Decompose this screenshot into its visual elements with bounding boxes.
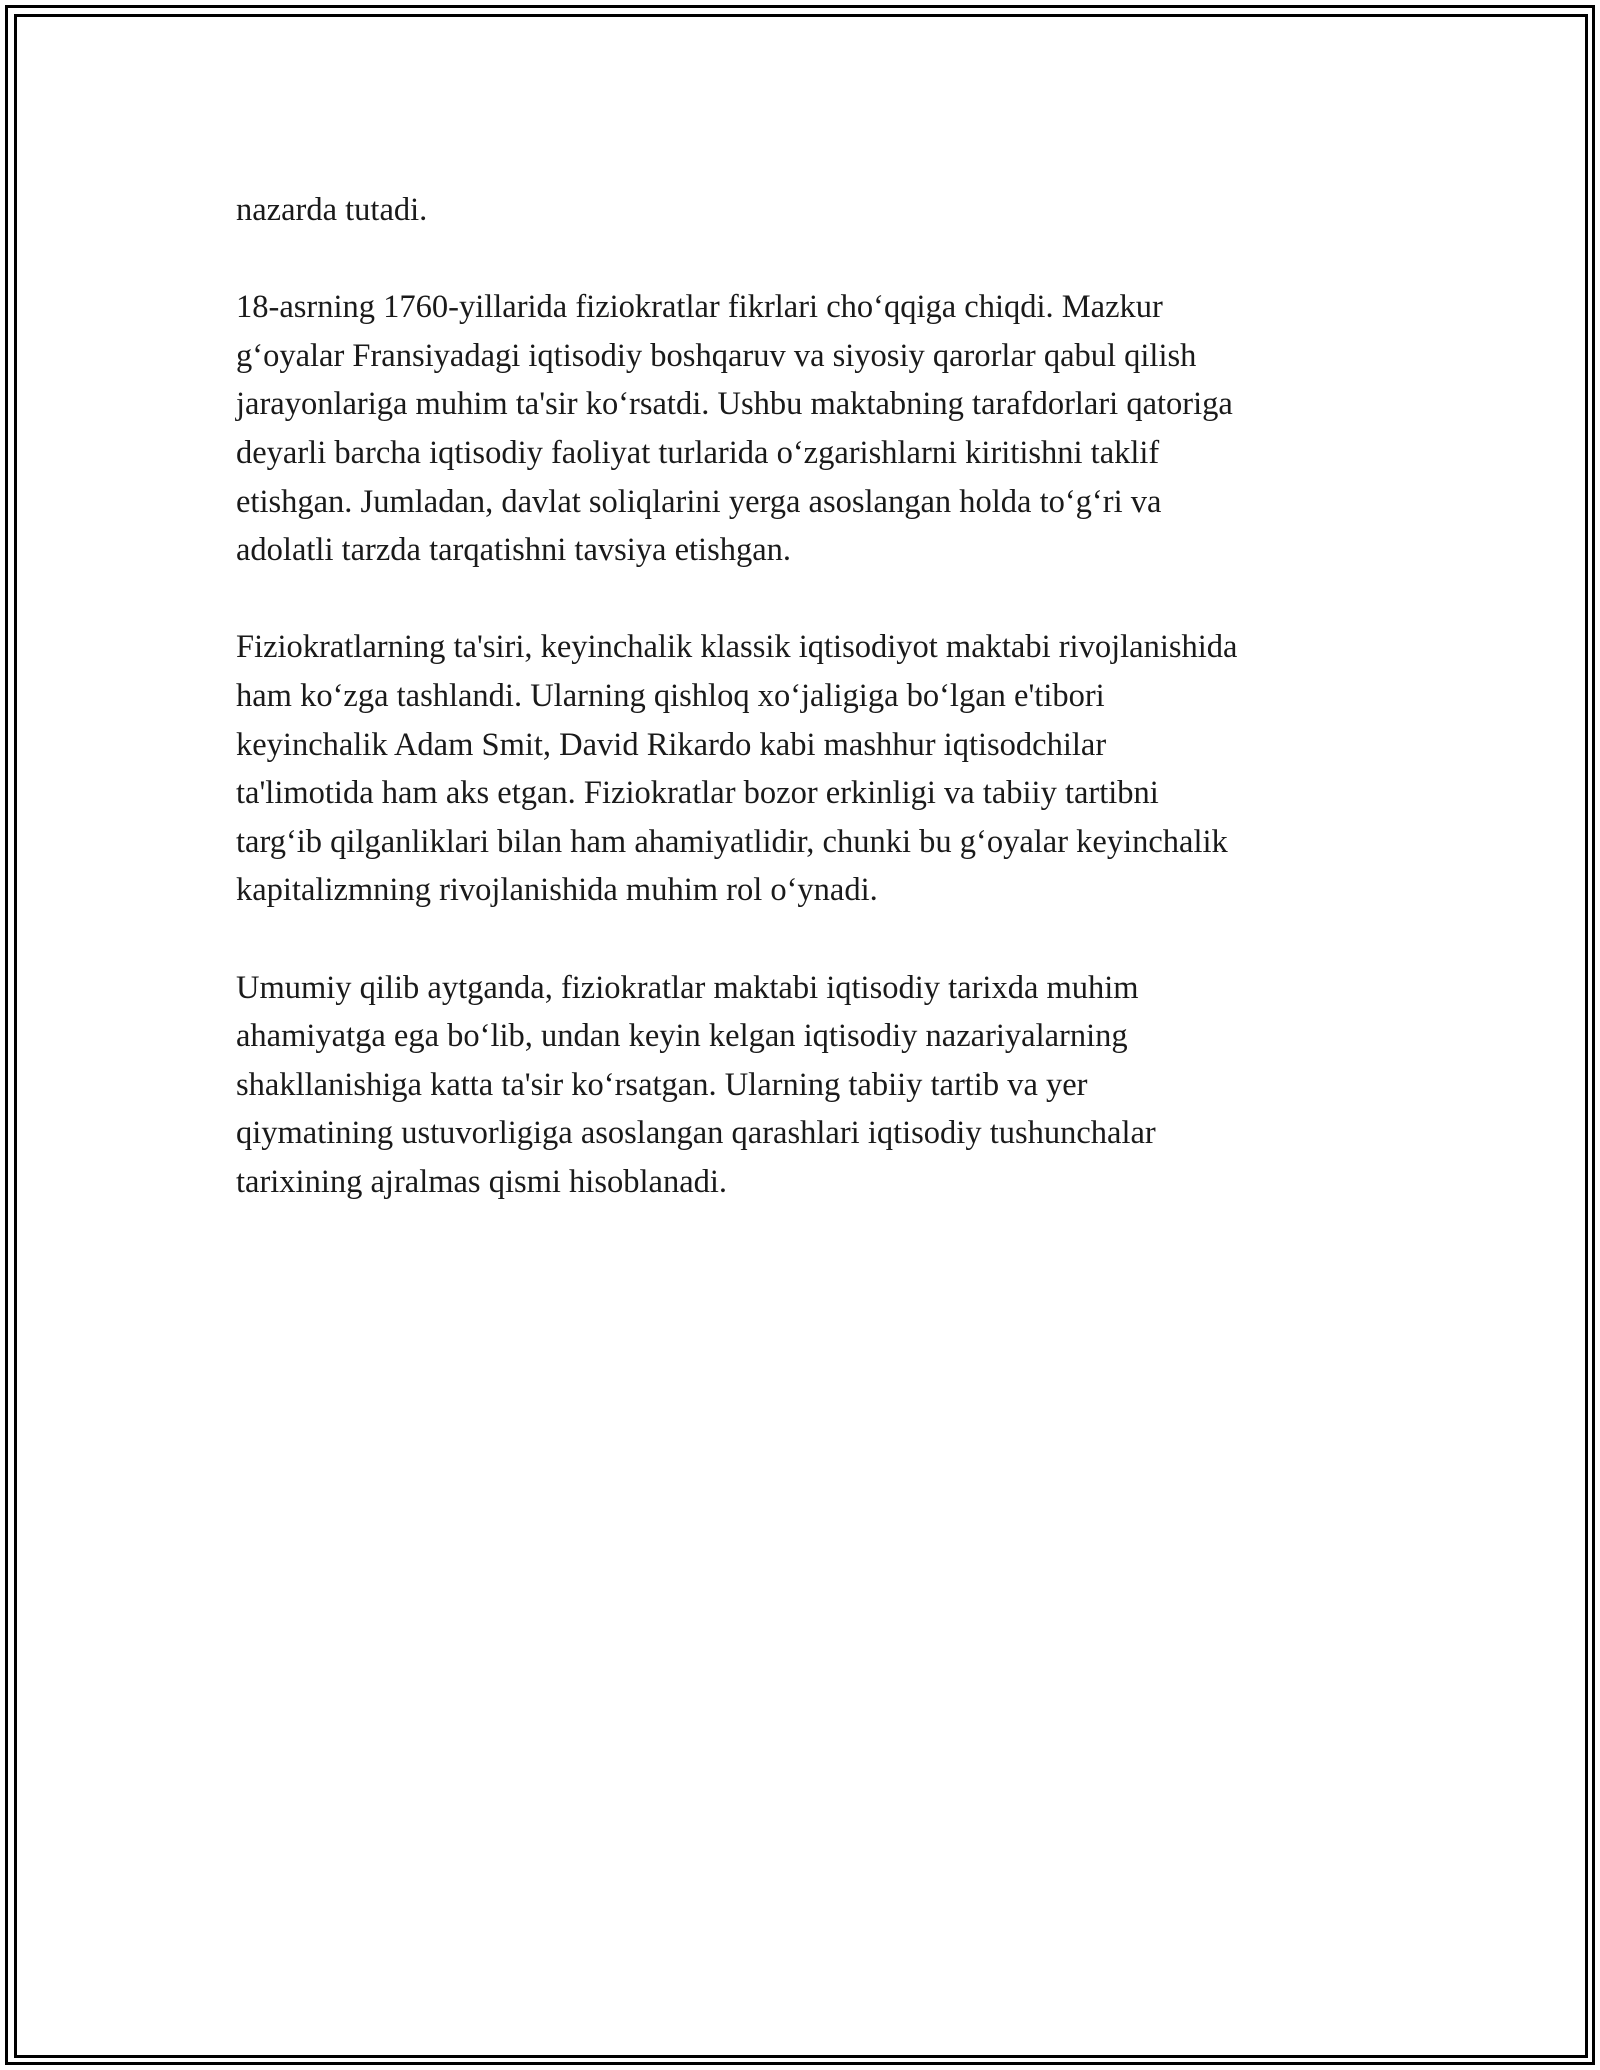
paragraph-conclusion: Umumiy qilib aytganda, fiziokratlar maktabi iqtisodiy tarixda muhim ahamiyatga ega bo‘lib, undan keyin kelgan iqtisodiy nazariyalarning shakllanishiga katta ta'sir ko‘rsatgan. Ularning tabiiy tartib va yer qiymatining ustuvorligiga asoslangan qarashlari iqtisodiy tushunchalar tarixining ajralmas qismi hisoblanadi. bbox=[236, 969, 1156, 1200]
paragraph-physiocrats-peak: 18-asrning 1760-yillarida fiziokratlar fikrlari cho‘qqiga chiqdi. Mazkur g‘oyalar Fransiyadagi iqtisodiy boshqaruv va siyosiy qarorlar qabul qilish jarayonlariga muhim ta'sir ko‘rsatdi. Ushbu maktabning tarafdorlari qatoriga deyarli barcha iqtisodiy faoliyat turlarida o‘zgarishlarni kiritishni taklif etishgan. Jumladan, davlat soliqlarini yerga asoslangan holda to‘g‘ri va adolatli tarzda tarqatishni tavsiya etishgan. bbox=[236, 289, 1233, 569]
paragraph-continuation: nazarda tutadi. bbox=[236, 192, 428, 228]
paragraph-physiocrats-influence: Fiziokratlarning ta'siri, keyinchalik klassik iqtisodiyot maktabi rivojlanishida ham ko‘zga tashlandi. Ularning qishloq xo‘jaligiga bo‘lgan e'tibori keyinchalik Adam Smit, David Rikardo kabi mashhur iqtisodchilar ta'limotida ham aks etgan. Fiziokratlar bozor erkinligi va tabiiy tartibni targ‘ib qilganliklari bilan ham ahamiyatlidir, chunki bu g‘oyalar keyinchalik kapitalizmning rivojlanishida muhim rol o‘ynadi. bbox=[236, 629, 1238, 909]
document-body bbox=[236, 186, 1386, 1255]
